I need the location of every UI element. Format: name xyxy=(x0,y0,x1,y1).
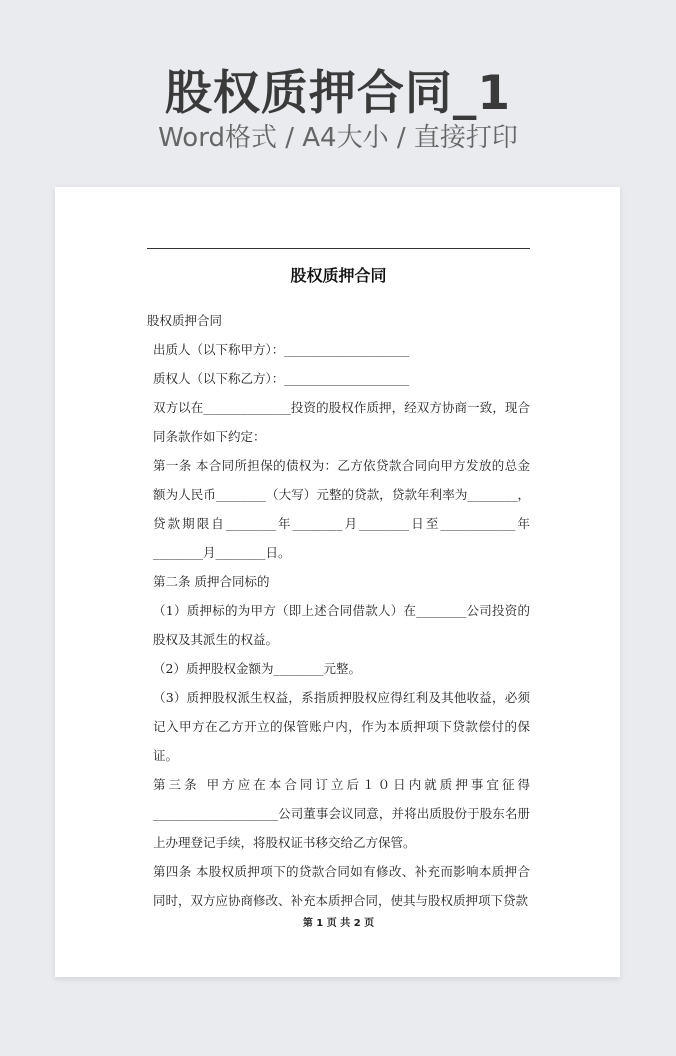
paragraph: 第四条 本股权质押项下的贷款合同如有修改、补充而影响本质押合同时，双方应协商修改、补充本质押合同，使其与股权质押项下贷款 xyxy=(153,864,530,908)
paragraph: 双方以在______________投资的股权作质押，经双方协商一致，现合同条款作如下约定： xyxy=(153,400,530,444)
paragraph: 股权质押合同 xyxy=(147,313,223,328)
paragraph: 出质人（以下称甲方）：____________________ xyxy=(153,342,410,357)
paragraph: （3）质押股权派生权益，系指质押股权应得红利及其他收益，必须记入甲方在乙方开立的保管账户内，作为本质押项下贷款偿付的保证。 xyxy=(153,690,530,763)
page-footer: 第 1 页 共 2 页 xyxy=(302,918,375,929)
paragraph: 第三条 甲方应在本合同订立后１０日内就质押事宜征得____________________公司董事会议同意，并将出质股份于股东名册上办理登记手续，将股权证书移交给乙方保管。 xyxy=(153,777,530,850)
paragraph: （1）质押标的为甲方（即上述合同借款人）在________公司投资的股权及其派生的权益。 xyxy=(153,603,530,647)
document-title: 股权质押合同 xyxy=(290,266,387,285)
paragraph: 第二条 质押合同标的 xyxy=(153,574,270,589)
paragraph: （2）质押股权金额为________元整。 xyxy=(153,661,361,676)
header-rule xyxy=(147,248,530,249)
paragraph: 第一条 本合同所担保的债权为：乙方依贷款合同向甲方发放的总金额为人民币________（大写）元整的贷款，贷款年利率为________，贷款期限自________年________月________日至____________年________月________日。 xyxy=(153,458,530,560)
banner-title: 股权质押合同_1 xyxy=(164,66,512,121)
paragraph: 质权人（以下称乙方）：____________________ xyxy=(153,371,410,386)
document-body xyxy=(147,306,530,915)
document-page xyxy=(55,187,620,977)
banner-subtitle: Word格式 / A4大小 / 直接打印 xyxy=(158,123,518,153)
